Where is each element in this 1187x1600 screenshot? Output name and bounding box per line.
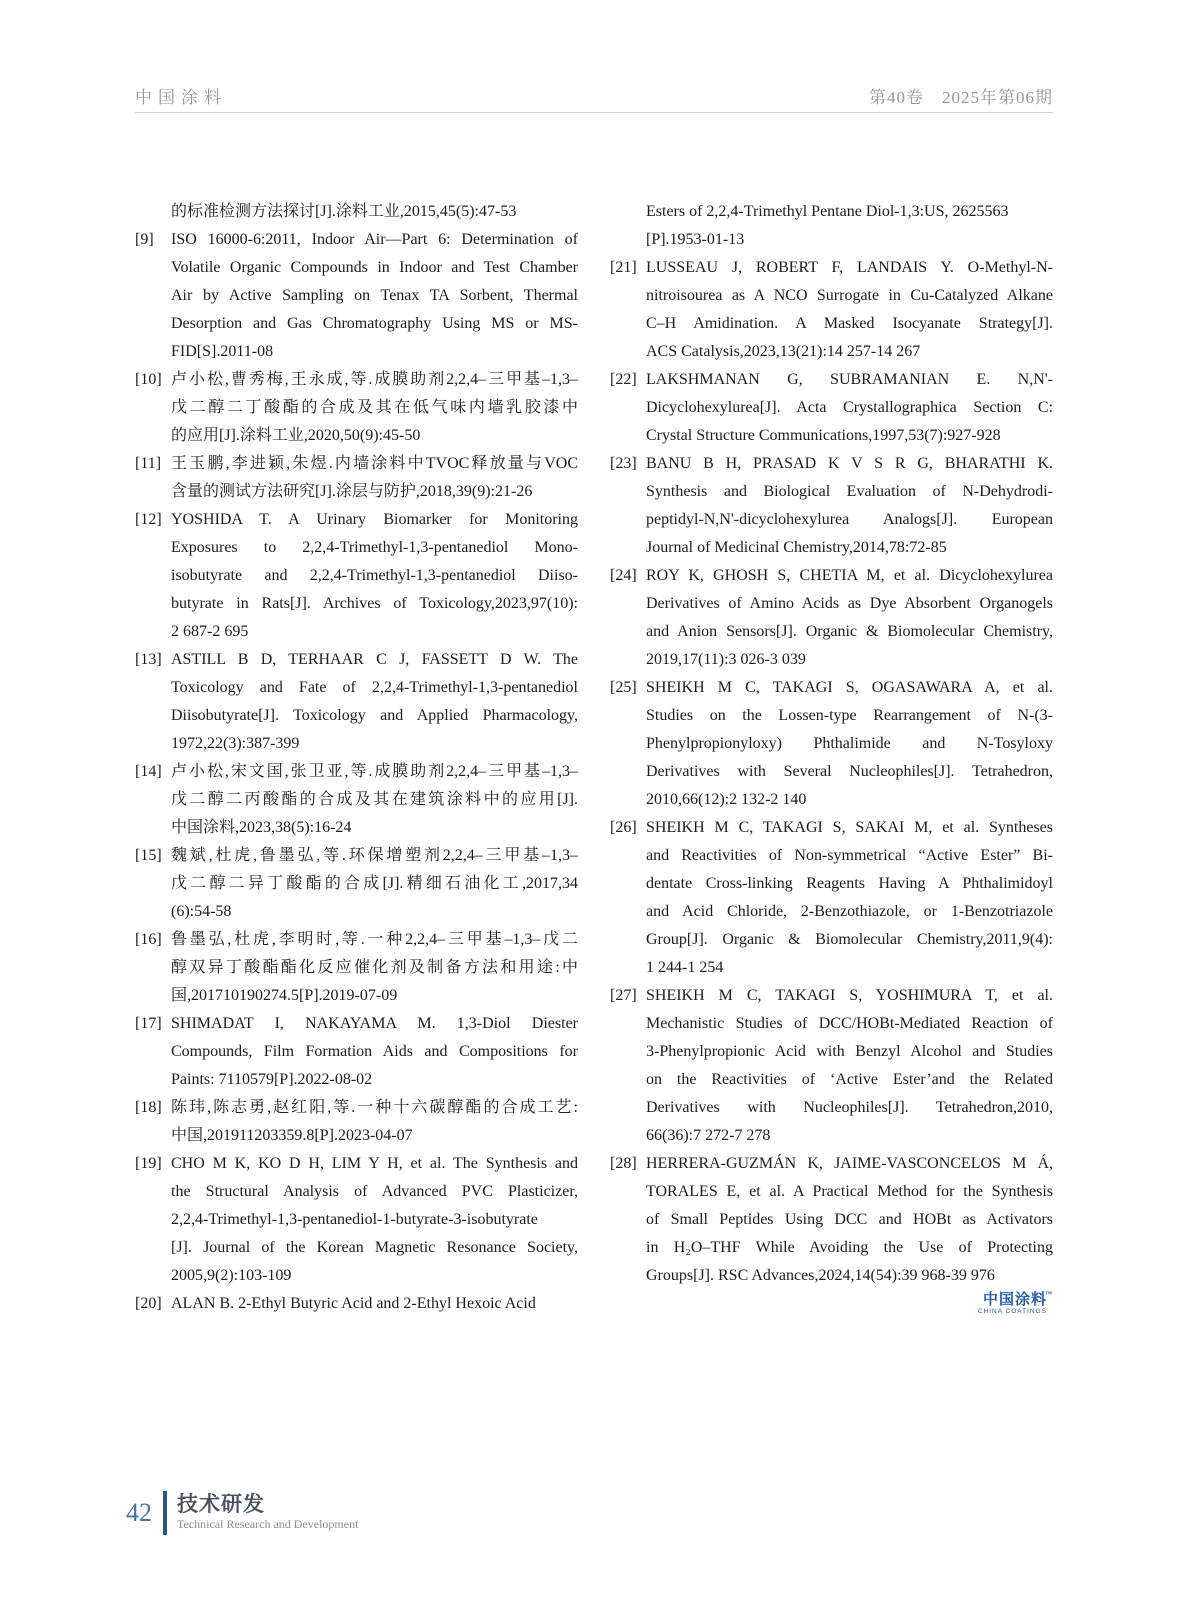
reference-line: [P].1953-01-13 (646, 231, 745, 248)
reference-entry (135, 1010, 578, 1094)
reference-line: 3-Phenylpropionic Acid with Benzyl Alcohol and Studies (646, 1043, 1053, 1060)
reference-line: HERRERA-GUZMÁN K, JAIME-VASCONCELOS M Á, (646, 1155, 1053, 1172)
reference-line: YOSHIDA T. A Urinary Biomarker for Monitoring (171, 511, 578, 528)
reference-line: 王玉鹏,李进颖,朱煜.内墙涂料中TVOC释放量与VOC (171, 455, 578, 472)
reference-line: CHO M K, KO D H, LIM Y H, et al. The Synthesis and (171, 1155, 578, 1172)
reference-line: 国,201710190274.5[P].2019-07-09 (171, 987, 398, 1004)
reference-number: [27] (610, 987, 637, 1004)
reference-line: 戊二醇二异丁酸酯的合成[J].精细石油化工,2017,34 (171, 875, 578, 892)
reference-line: 中国涂料,2023,38(5):16-24 (171, 819, 352, 836)
reference-entry (135, 506, 578, 646)
reference-line: ACS Catalysis,2023,13(21):14 257-14 267 (646, 343, 921, 360)
section-title-zh: 技术研发 (177, 1493, 265, 1517)
reference-line: Group[J]. Organic & Biomolecular Chemistry,2011,9(4): (646, 931, 1053, 948)
reference-number: [16] (135, 931, 162, 948)
reference-line: ALAN B. 2-Ethyl Butyric Acid and 2-Ethyl Hexoic Acid (171, 1295, 536, 1312)
reference-entry (610, 366, 1053, 450)
page-footer (115, 1490, 358, 1536)
header-divider (135, 112, 1053, 113)
reference-line: 1972,22(3):387-399 (171, 735, 300, 752)
reference-line: 中国,201911203359.8[P].2023-04-07 (171, 1127, 413, 1144)
reference-line: 1 244-1 254 (646, 959, 724, 976)
reference-line: Toxicology and Fate of 2,2,4-Trimethyl-1,3-pentanediol (171, 679, 578, 696)
reference-line: SHIMADAT I, NAKAYAMA M. 1,3-Diol Diester (171, 1015, 578, 1032)
reference-entry (610, 982, 1053, 1150)
reference-entry (610, 1150, 1053, 1290)
reference-entry (135, 842, 578, 926)
reference-line: LUSSEAU J, ROBERT F, LANDAIS Y. O-Methyl-N- (646, 259, 1053, 276)
reference-number: [13] (135, 651, 162, 668)
reference-line: 66(36):7 272-7 278 (646, 1127, 771, 1144)
reference-line: Studies on the Lossen-type Rearrangement of N-(3- (646, 707, 1053, 724)
reference-line: Esters of 2,2,4-Trimethyl Pentane Diol-1,3:US, 2625563 (646, 203, 1009, 220)
references-left-column (135, 198, 578, 1318)
reference-line: [J]. Journal of the Korean Magnetic Resonance Society, (171, 1239, 578, 1256)
reference-entry (135, 646, 578, 758)
logo-text-zh: 中国涂料 ™ (982, 1290, 1053, 1308)
reference-line: TORALES E, et al. A Practical Method for the Synthesis (646, 1183, 1053, 1200)
reference-line: dentate Cross-linking Reagents Having A Phthalimidoyl (646, 875, 1053, 892)
reference-number: [11] (135, 455, 162, 472)
reference-line: 醇双异丁酸酯酯化反应催化剂及制备方法和用途:中 (171, 959, 578, 976)
reference-line: Air by Active Sampling on Tenax TA Sorbent, Thermal (171, 287, 578, 304)
reference-line: Desorption and Gas Chromatography Using MS or MS- (171, 315, 578, 332)
reference-entry (135, 450, 578, 506)
reference-line: Derivatives with Nucleophiles[J]. Tetrahedron,2010, (646, 1099, 1053, 1116)
reference-line: Groups[J]. RSC Advances,2024,14(54):39 968-39 976 (646, 1267, 995, 1284)
reference-entry (135, 926, 578, 1010)
reference-line: and Acid Chloride, 2-Benzothiazole, or 1-Benzotriazole (646, 903, 1053, 920)
reference-line: Paints: 7110579[P].2022-08-02 (171, 1071, 373, 1088)
issue-label: 2025年第06期 (942, 88, 1053, 107)
reference-line: Compounds, Film Formation Aids and Compositions for (171, 1043, 578, 1060)
reference-entry (610, 450, 1053, 562)
reference-entry (135, 1150, 578, 1290)
reference-number: [12] (135, 511, 162, 528)
reference-line: C–H Amidination. A Masked Isocyanate Strategy[J]. (646, 315, 1053, 332)
reference-line: nitroisourea as A NCO Surrogate in Cu-Catalyzed Alkane (646, 287, 1053, 304)
reference-number: [20] (135, 1295, 162, 1312)
reference-line: Volatile Organic Compounds in Indoor and Test Chamber (171, 259, 578, 276)
reference-line: 2 687-2 695 (171, 623, 249, 640)
reference-number: [18] (135, 1099, 162, 1116)
reference-line: SHEIKH M C, TAKAGI S, SAKAI M, et al. Syntheses (646, 819, 1053, 836)
reference-line: ASTILL B D, TERHAAR C J, FASSETT D W. The (171, 651, 578, 668)
reference-line: Derivatives with Several Nucleophiles[J]. Tetrahedron, (646, 763, 1053, 780)
reference-line: 卢小松,宋文国,张卫亚,等.成膜助剂2,2,4–三甲基–1,3– (171, 763, 578, 780)
reference-line: butyrate in Rats[J]. Archives of Toxicology,2023,97(10): (171, 595, 578, 612)
reference-entry (135, 758, 578, 842)
reference-entry (135, 366, 578, 450)
reference-line: BANU B H, PRASAD K V S R G, BHARATHI K. (646, 455, 1053, 472)
reference-number: [14] (135, 763, 162, 780)
reference-number: [9] (135, 231, 154, 248)
reference-line: isobutyrate and 2,2,4-Trimethyl-1,3-pentanediol Diiso- (171, 567, 578, 584)
reference-entry (135, 226, 578, 366)
reference-line: SHEIKH M C, TAKAGI S, OGASAWARA A, et al. (646, 679, 1053, 696)
reference-number: [24] (610, 567, 637, 584)
reference-line: Dicyclohexylurea[J]. Acta Crystallographica Section C: (646, 399, 1053, 416)
reference-line: 鲁墨弘,杜虎,李明时,等.一种2,2,4–三甲基–1,3–戊二 (171, 931, 578, 948)
reference-line: 戊二醇二丙酸酯的合成及其在建筑涂料中的应用[J]. (171, 791, 578, 808)
reference-line: (6):54-58 (171, 903, 232, 920)
reference-line: and Reactivities of Non-symmetrical “Active Ester” Bi- (646, 847, 1053, 864)
reference-line: 2,2,4-Trimethyl-1,3-pentanediol-1-butyrate-3-isobutyrate (171, 1211, 538, 1228)
reference-line: 含量的测试方法研究[J].涂层与防护,2018,39(9):21-26 (171, 483, 533, 500)
reference-number: [15] (135, 847, 162, 864)
reference-entry (135, 198, 578, 226)
trademark-mark: ™ (1045, 1290, 1053, 1298)
reference-line: Phenylpropionyloxy) Phthalimide and N-Tosyloxy (646, 735, 1053, 752)
reference-entry (610, 674, 1053, 814)
issue-info (869, 83, 1053, 108)
reference-entry (610, 562, 1053, 674)
page-header (135, 86, 1053, 108)
reference-line: LAKSHMANAN G, SUBRAMANIAN E. N,N'- (646, 371, 1053, 388)
reference-line: Exposures to 2,2,4-Trimethyl-1,3-pentanediol Mono- (171, 539, 578, 556)
reference-line: Mechanistic Studies of DCC/HOBt-Mediated Reaction of (646, 1015, 1053, 1032)
reference-line: 2005,9(2):103-109 (171, 1267, 292, 1284)
reference-line: 的应用[J].涂料工业,2020,50(9):45-50 (171, 427, 421, 444)
reference-entry (135, 1094, 578, 1150)
reference-line: FID[S].2011-08 (171, 343, 274, 360)
reference-number: [25] (610, 679, 637, 696)
reference-line: and Anion Sensors[J]. Organic & Biomolecular Chemistry, (646, 623, 1053, 640)
reference-line: 魏斌,杜虎,鲁墨弘,等.环保增塑剂2,2,4–三甲基–1,3– (171, 847, 578, 864)
china-coatings-logo (610, 1292, 1053, 1316)
reference-line: ROY K, GHOSH S, CHETIA M, et al. Dicyclohexylurea (646, 567, 1053, 584)
reference-line: Synthesis and Biological Evaluation of N-Dehydrodi- (646, 483, 1053, 500)
reference-entry (135, 1290, 578, 1318)
reference-line: 陈玮,陈志勇,赵红阳,等.一种十六碳醇酯的合成工艺: (171, 1099, 578, 1116)
reference-line: 2019,17(11):3 026-3 039 (646, 651, 806, 668)
reference-entry (610, 254, 1053, 366)
page-number: 42 (126, 1498, 152, 1527)
reference-entry (610, 814, 1053, 982)
reference-line: on the Reactivities of ‘Active Ester’and the Related (646, 1071, 1053, 1088)
reference-line: SHEIKH M C, TAKAGI S, YOSHIMURA T, et al. (646, 987, 1053, 1004)
reference-line: Journal of Medicinal Chemistry,2014,78:72-85 (646, 539, 947, 556)
reference-number: [23] (610, 455, 637, 472)
reference-line: ISO 16000-6:2011, Indoor Air—Part 6: Determination of (171, 231, 578, 248)
volume-label: 第40卷 (869, 88, 924, 107)
reference-number: [21] (610, 259, 637, 276)
reference-line: the Structural Analysis of Advanced PVC Plasticizer, (171, 1183, 578, 1200)
reference-line: 卢小松,曹秀梅,王永成,等.成膜助剂2,2,4–三甲基–1,3– (171, 371, 578, 388)
reference-line: Diisobutyrate[J]. Toxicology and Applied Pharmacology, (171, 707, 578, 724)
section-title-en: Technical Research and Development (177, 1517, 359, 1532)
journal-name: 中国涂料 (135, 88, 227, 107)
reference-line: Crystal Structure Communications,1997,53(7):927-928 (646, 427, 1001, 444)
reference-number: [17] (135, 1015, 162, 1032)
reference-line: in H₂O–THF While Avoiding the Use of Protecting (646, 1239, 1053, 1256)
footer-section-title (167, 1490, 358, 1536)
references-right-column (610, 198, 1053, 1318)
reference-number: [10] (135, 371, 162, 388)
logo-text-en: CHINA COATINGS (977, 1307, 1047, 1315)
reference-entry (610, 198, 1053, 254)
reference-number: [28] (610, 1155, 637, 1172)
reference-number: [19] (135, 1155, 162, 1172)
reference-line: 的标准检测方法探讨[J].涂料工业,2015,45(5):47-53 (171, 203, 517, 220)
reference-line: peptidyl-N,N'-dicyclohexylurea Analogs[J]. European (646, 511, 1053, 528)
reference-number: [26] (610, 819, 637, 836)
reference-line: of Small Peptides Using DCC and HOBt as Activators (646, 1211, 1053, 1228)
reference-line: 戊二醇二丁酸酯的合成及其在低气味内墙乳胶漆中 (171, 399, 578, 416)
reference-line: Derivatives of Amino Acids as Dye Absorbent Organogels (646, 595, 1053, 612)
reference-line: 2010,66(12):2 132-2 140 (646, 791, 807, 808)
references-section (135, 198, 1053, 1318)
reference-number: [22] (610, 371, 637, 388)
